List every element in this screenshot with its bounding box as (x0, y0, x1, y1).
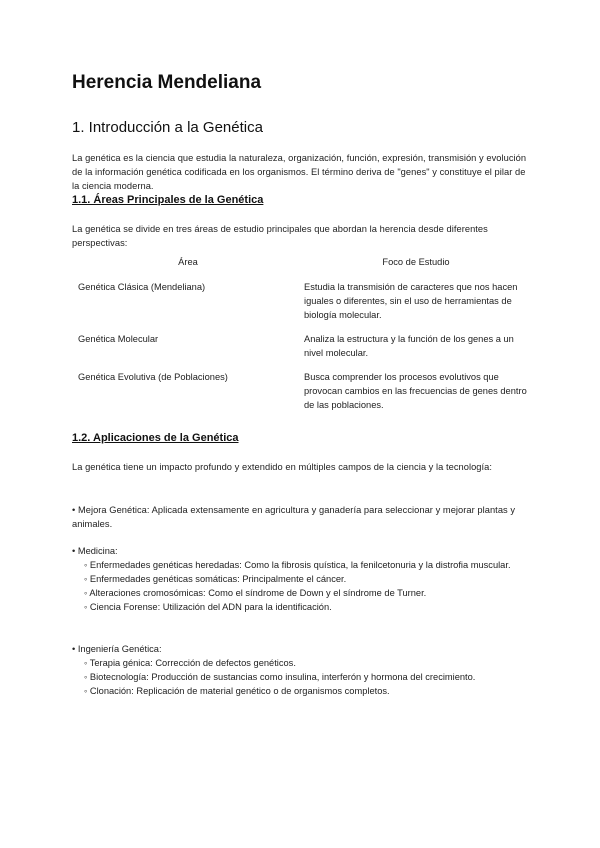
list-item-ingenieria-label: • Ingeniería Genética: (72, 644, 162, 654)
list-item: ◦ Clonación: Replicación de material genético o de organismos completos. (84, 686, 390, 696)
table-cell-foco: Estudia la transmisión de caracteres que nos hacen iguales o diferentes, sin el uso de herramientas de biología molecular. (304, 282, 518, 320)
subsection-heading-areas: 1.1. Áreas Principales de la Genética (72, 194, 264, 206)
list-item: ◦ Enfermedades genéticas somáticas: Principalmente el cáncer. (84, 574, 347, 584)
list-item: ◦ Biotecnología: Producción de sustancias como insulina, interferón y hormona del crecimiento. (84, 672, 476, 682)
list-item: ◦ Enfermedades genéticas heredadas: Como la fibrosis quística, la fenilcetonuria y la distrofia muscular. (84, 560, 511, 570)
table-cell-area: Genética Molecular (78, 334, 159, 344)
list-item-medicina-label: • Medicina: (72, 546, 118, 556)
table-cell-foco: Analiza la estructura y la función de los genes a un nivel molecular. (304, 334, 514, 358)
list-item: ◦ Terapia génica: Corrección de defectos genéticos. (84, 658, 296, 668)
medicina-list (72, 544, 532, 614)
ingenieria-list (72, 642, 532, 698)
table-cell-foco: Busca comprender los procesos evolutivos que provocan cambios en las frecuencias de genes dentro de las poblaciones. (304, 372, 527, 410)
intro-paragraph: La genética es la ciencia que estudia la naturaleza, organización, función, expresión, transmisión y evolución de la información genética codificada en los organismos. El término deriva de "genes" y constituye el pilar de la ciencia moderna. (72, 153, 527, 191)
subsection-heading-aplicaciones: 1.2. Aplicaciones de la Genética (72, 432, 239, 444)
table-header-area: Área (178, 257, 198, 267)
document-title: Herencia Mendeliana (72, 72, 262, 93)
list-item: ◦ Ciencia Forense: Utilización del ADN para la identificación. (84, 602, 332, 612)
table-header-foco: Foco de Estudio (382, 257, 450, 267)
table-row (72, 270, 528, 322)
list-item: ◦ Alteraciones cromosómicas: Como el síndrome de Down y el síndrome de Turner. (84, 588, 427, 598)
section-heading-introduccion: 1. Introducción a la Genética (72, 119, 263, 136)
table-row (72, 360, 528, 412)
table-cell-area: Genética Clásica (Mendeliana) (78, 282, 206, 292)
table-header-row (72, 254, 528, 270)
areas-table (72, 254, 528, 412)
table-row (72, 322, 528, 360)
list-item-mejora-genetica: • Mejora Genética: Aplicada extensamente en agricultura y ganadería para seleccionar y mejorar plantas y animales. (72, 505, 516, 529)
aplicaciones-intro-paragraph: La genética tiene un impacto profundo y extendido en múltiples campos de la ciencia y la tecnología: (72, 462, 493, 472)
areas-intro-paragraph: La genética se divide en tres áreas de estudio principales que abordan la herencia desde diferentes perspectivas: (72, 224, 488, 248)
table-cell-area: Genética Evolutiva (de Poblaciones) (78, 372, 228, 382)
